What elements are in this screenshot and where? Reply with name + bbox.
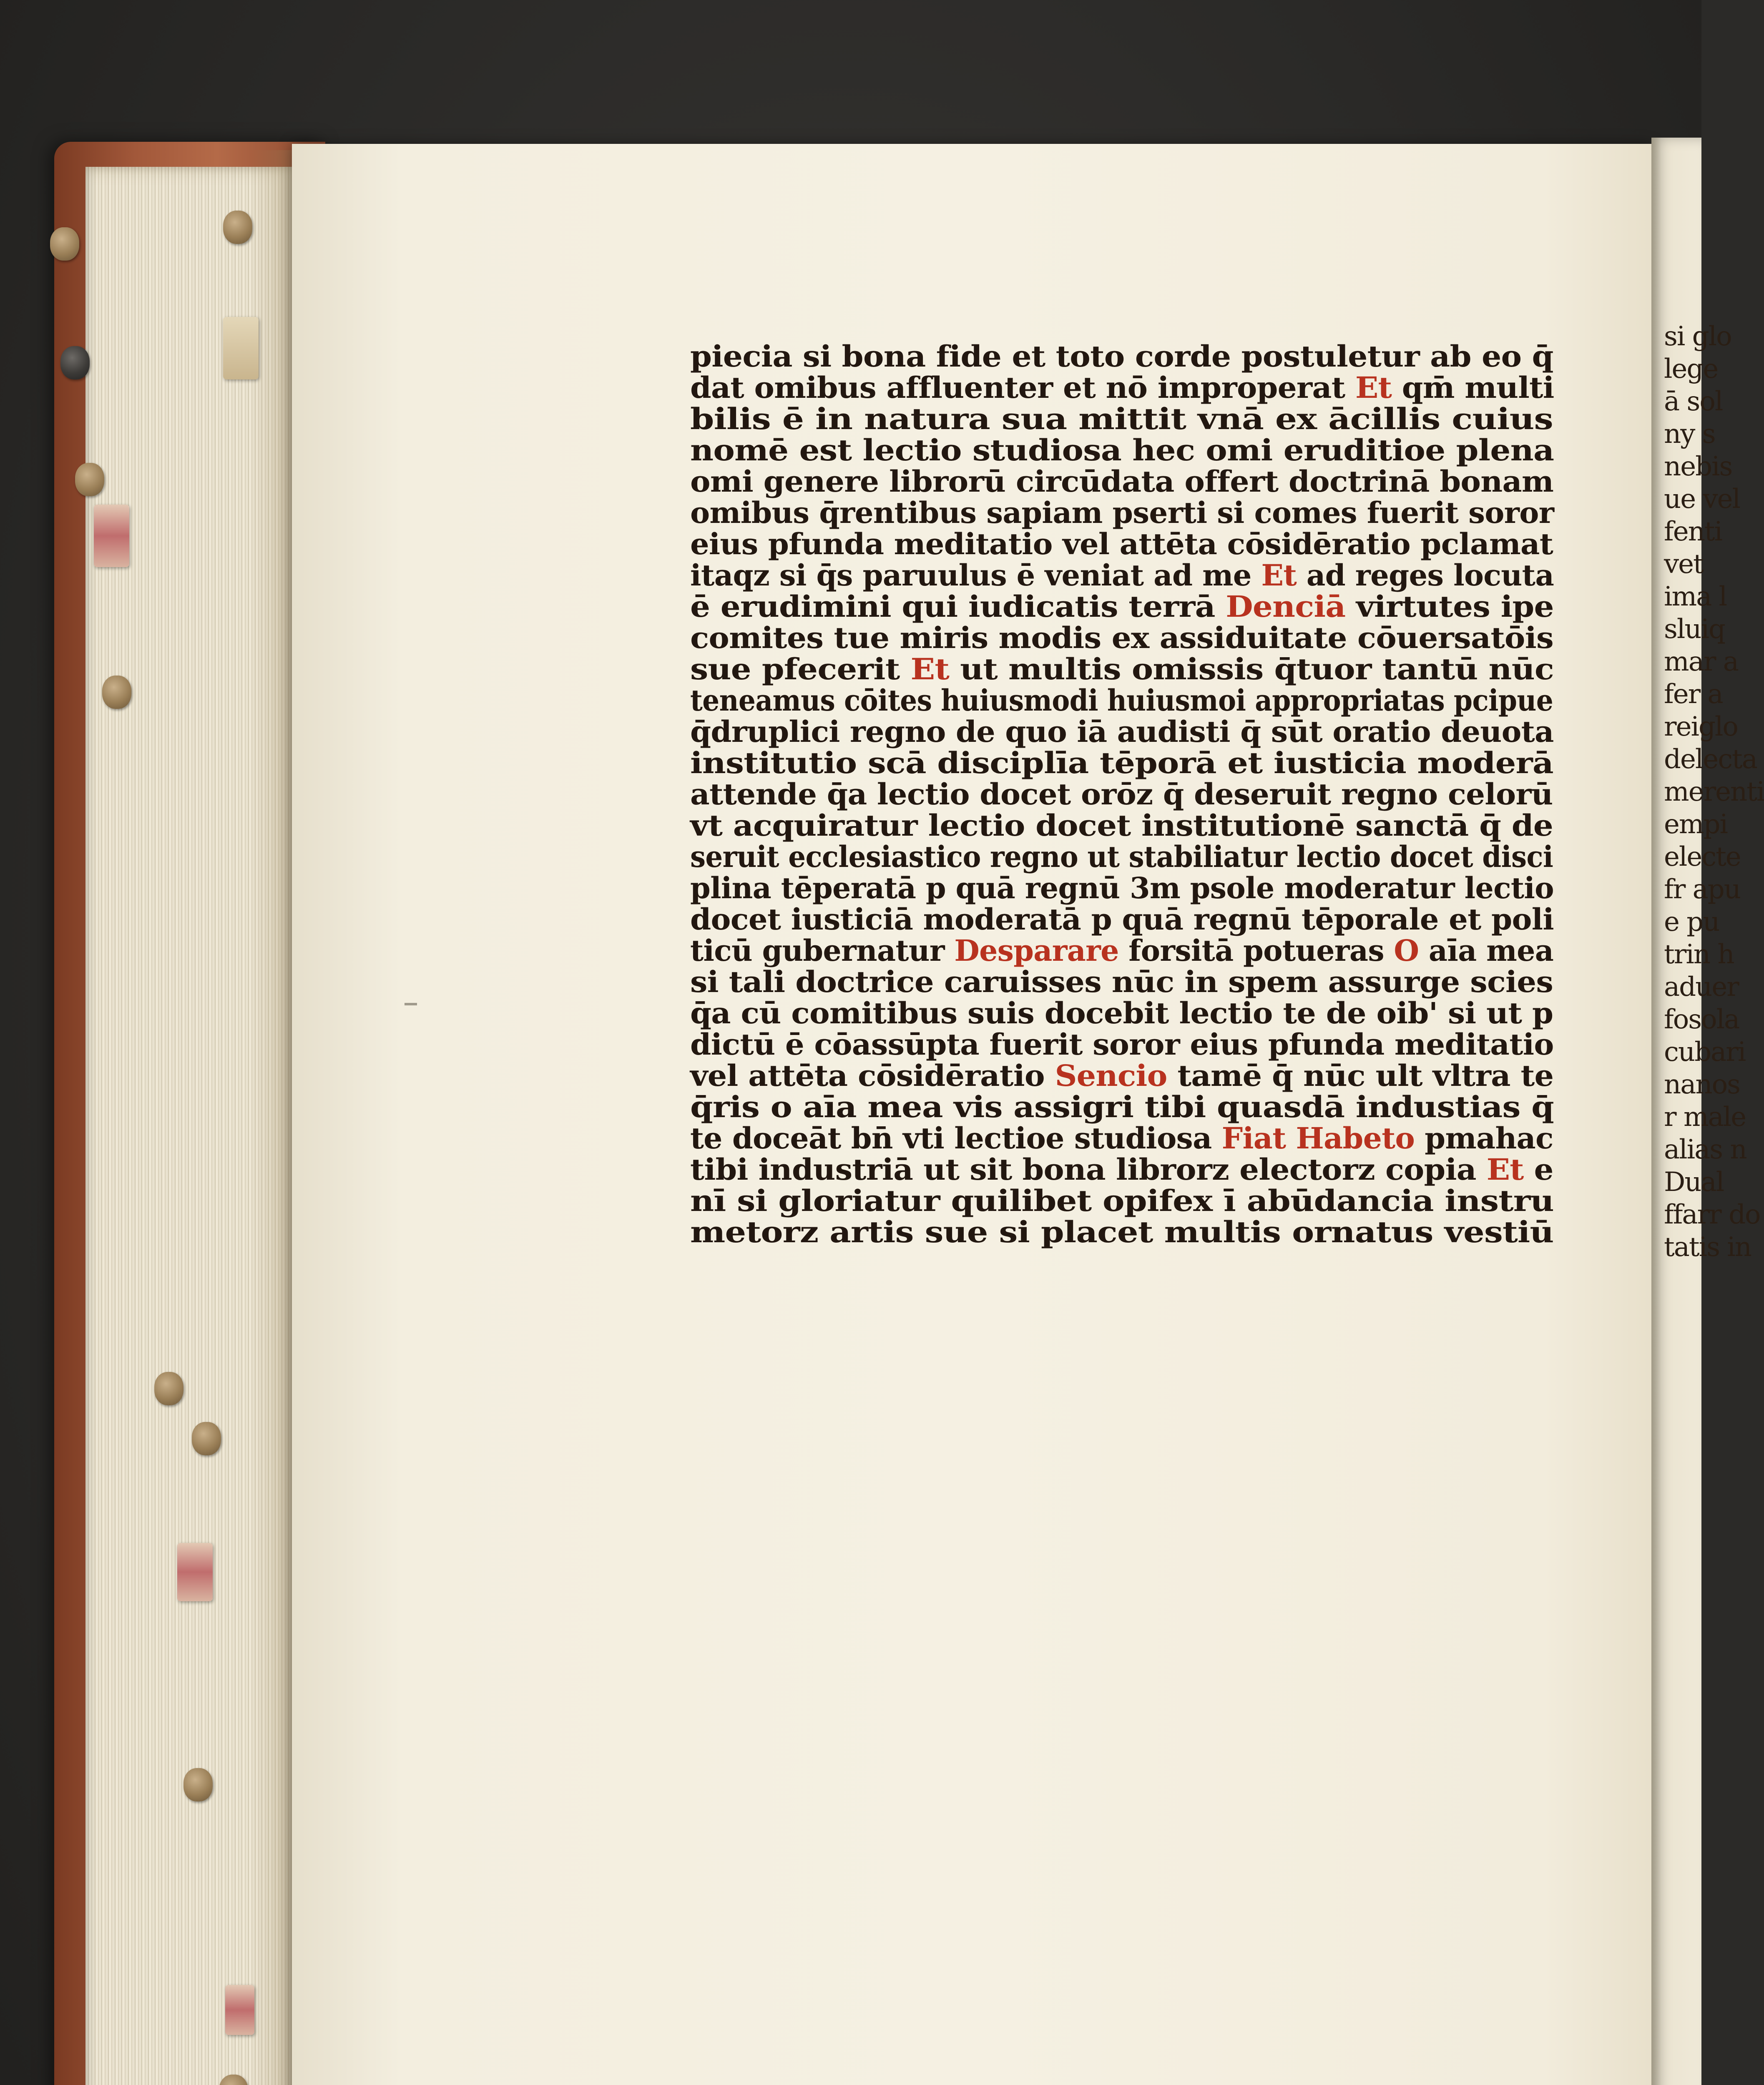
- facing-page-line: lege: [1664, 354, 1718, 384]
- word: terrā: [1128, 589, 1226, 624]
- page-tab-red[interactable]: [177, 1543, 213, 1601]
- facing-page-line: vet: [1664, 549, 1703, 580]
- word: librorz: [1116, 1152, 1240, 1187]
- word: ē: [1016, 558, 1045, 593]
- manuscript-line: q̄a cū comitibus suis docebit lectio te de oib' si ut p: [690, 996, 1553, 1031]
- facing-page-line: tatis in: [1664, 1232, 1751, 1263]
- manuscript-line: [690, 1153, 1553, 1186]
- manuscript-line: [690, 1059, 1553, 1092]
- manuscript-line: metorz artis sue si placet multis ornatus vestiū: [690, 1215, 1554, 1250]
- rubricated-word: Denciā: [1226, 589, 1356, 624]
- word: et: [1063, 370, 1106, 405]
- facing-page-line: nanos: [1664, 1069, 1740, 1100]
- word: qui: [902, 589, 968, 624]
- word: si: [779, 558, 817, 593]
- word: vel: [690, 1058, 749, 1093]
- manuscript-line: teneamus cōites huiusmodi huiusmoi appropriatas pcipue: [690, 683, 1553, 718]
- facing-page-line: empi: [1664, 809, 1727, 840]
- rubricated-word: Habeto: [1296, 1121, 1425, 1156]
- word: ad: [1153, 558, 1203, 593]
- manuscript-line: [690, 934, 1553, 967]
- rubricated-word: O: [1394, 933, 1429, 968]
- facing-page-line: ā sol: [1664, 386, 1723, 417]
- word: attēta: [748, 1058, 858, 1093]
- manuscript-line: bilis ē in natura sua mittit vnā ex ācillis cuius: [690, 402, 1553, 437]
- facing-page-line: mar a: [1664, 646, 1738, 677]
- word: pfecerit: [761, 652, 911, 687]
- rubricated-word: Et: [1261, 558, 1307, 593]
- manuscript-line: omibus q̄rentibus sapiam pserti si comes fuerit soror: [690, 495, 1554, 530]
- manuscript-line: [690, 371, 1554, 404]
- word: tibi: [690, 1152, 759, 1187]
- word: sit: [970, 1152, 1023, 1187]
- word: studiosa: [1074, 1121, 1222, 1156]
- word: q̄: [1272, 1058, 1304, 1093]
- word: ticū: [690, 933, 762, 968]
- facing-page-line: e pu: [1664, 907, 1719, 937]
- manuscript-line: eius pfunda meditatio vel attēta cōsidēratio pclamat: [690, 527, 1553, 562]
- facing-page-edge: [1651, 138, 1764, 2085]
- word: qm̄: [1402, 370, 1465, 405]
- manuscript-line: attende q̄a lectio docet orōz q̄ deseruit regno celorū: [690, 777, 1553, 812]
- word: iudicatis: [968, 589, 1129, 624]
- word: mea: [1486, 933, 1554, 968]
- facing-page-line: nebis: [1664, 451, 1732, 482]
- word: tantū: [1382, 652, 1489, 687]
- margin-mark: [405, 1003, 417, 1005]
- manuscript-line: vt acquiratur lectio docet institutionē sanctā q̄ de: [690, 808, 1553, 843]
- manuscript-line: nomē est lectio studiosa hec omi eruditioe plena: [690, 433, 1554, 468]
- word: multis: [1008, 652, 1132, 687]
- word: ult: [1375, 1058, 1433, 1093]
- word: multi: [1465, 370, 1554, 405]
- facing-page-line: fer a: [1664, 679, 1723, 710]
- word: sue: [690, 652, 762, 687]
- facing-page-line: r male: [1664, 1102, 1746, 1133]
- word: itaqz: [690, 558, 779, 593]
- facing-page-line: alias n: [1664, 1134, 1746, 1165]
- word: lectioe: [954, 1121, 1074, 1156]
- word: affluenter: [886, 370, 1063, 405]
- word: gubernatur: [762, 933, 955, 968]
- facing-page-line: aduer: [1664, 972, 1739, 1002]
- word: te: [690, 1121, 732, 1156]
- word: locuta: [1453, 558, 1554, 593]
- manuscript-line: seruit ecclesiastico regno ut stabiliatur lectio docet disci: [690, 839, 1553, 874]
- word: vti: [902, 1121, 955, 1156]
- word: bona: [1022, 1152, 1116, 1187]
- facing-page-line: ima l: [1664, 581, 1727, 612]
- manuscript-line: q̄druplici regno de quo iā audisti q̄ sūt oratio deuota: [690, 714, 1554, 749]
- facing-page-line: merenti: [1664, 776, 1764, 807]
- page-tab[interactable]: [223, 317, 259, 379]
- manuscript-line: [690, 1122, 1553, 1155]
- word: electorz: [1239, 1152, 1385, 1187]
- manuscript-line: [690, 590, 1554, 623]
- rubricated-word: Et: [910, 652, 960, 687]
- facing-page-line: Dual: [1664, 1167, 1724, 1198]
- word: doceāt: [732, 1121, 851, 1156]
- manuscript-line: institutio scā disciplīa tēporā et iusticia moderā: [690, 746, 1553, 781]
- facing-page-line: electe: [1664, 842, 1741, 872]
- word: reges: [1355, 558, 1454, 593]
- word: q̄s: [816, 558, 863, 593]
- word: ipe: [1500, 589, 1554, 624]
- word: copia: [1385, 1152, 1487, 1187]
- word: omibus: [754, 370, 887, 405]
- rubricated-word: Et: [1486, 1152, 1534, 1187]
- manuscript-line: nī si gloriatur quilibet opifex ī abūdancia instru: [690, 1183, 1554, 1218]
- manuscript-line: docet iusticiā moderatā p quā regnū tēporale et poli: [690, 902, 1554, 937]
- rubricated-word: Sencio: [1055, 1058, 1178, 1093]
- word: e: [1534, 1152, 1553, 1187]
- facing-page-line: reiglo: [1664, 711, 1738, 742]
- manuscript-line: omi genere librorū circūdata offert doctrinā bonam: [690, 464, 1554, 499]
- manuscript-line: [690, 559, 1554, 592]
- word: nō: [1106, 370, 1158, 405]
- word: me: [1202, 558, 1261, 593]
- manuscript-line: dictū ē cōassūpta fuerit soror eius pfunda meditatio: [690, 1027, 1554, 1062]
- sewing-knot: [75, 463, 104, 496]
- sewing-knot: [223, 211, 252, 244]
- word: bn̄: [851, 1121, 903, 1156]
- rubricated-word: Et: [1355, 370, 1402, 405]
- facing-page-line: cubari: [1664, 1037, 1746, 1068]
- word: omissis: [1131, 652, 1274, 687]
- sewing-knot: [192, 1422, 221, 1455]
- facing-page-line: si glo: [1664, 321, 1731, 352]
- facing-page-line: delecta: [1664, 744, 1757, 775]
- rubricated-word: Fiat: [1221, 1121, 1296, 1156]
- word: paruulus: [862, 558, 1017, 593]
- facing-page-line: ffarr do: [1664, 1199, 1760, 1230]
- manuscript-text-block: [690, 334, 1587, 1251]
- word: ad: [1306, 558, 1355, 593]
- word: ut: [960, 652, 1008, 687]
- word: q̄tuor: [1274, 652, 1382, 687]
- manuscript-line: comites tue miris modis ex assiduitate cōuersatōis: [690, 620, 1554, 656]
- manuscript-line: piecia si bona fide et toto corde postuletur ab eo q̄: [690, 339, 1553, 374]
- facing-page-line: fosola: [1664, 1004, 1739, 1035]
- sewing-knot: [50, 227, 79, 261]
- word: erudimini: [720, 589, 902, 624]
- word: aīa: [1428, 933, 1487, 968]
- word: improperat: [1157, 370, 1355, 405]
- word: tamē: [1177, 1058, 1272, 1093]
- word: dat: [690, 370, 754, 405]
- manuscript-line: [690, 653, 1554, 686]
- facing-page-line: sluiq: [1664, 614, 1725, 645]
- word: ut: [923, 1152, 970, 1187]
- facing-page-line: ny s: [1664, 419, 1715, 450]
- word: nūc: [1488, 652, 1554, 687]
- word: pmahac: [1425, 1121, 1553, 1156]
- word: te: [1520, 1058, 1554, 1093]
- word: industriā: [758, 1152, 924, 1187]
- sewing-knot: [183, 1768, 213, 1801]
- facing-page-line: fr apu: [1664, 874, 1740, 905]
- manuscript-line: si tali doctrice caruisses nūc in spem assurge scies: [690, 965, 1553, 1000]
- facing-page-line: ue vel: [1664, 484, 1740, 515]
- facing-page-line: trin h: [1664, 939, 1734, 970]
- page-tab-red[interactable]: [225, 1985, 254, 2035]
- word: nūc: [1303, 1058, 1376, 1093]
- word: veniat: [1045, 558, 1154, 593]
- word: potueras: [1243, 933, 1394, 968]
- sewing-knot: [102, 676, 131, 709]
- sewing-knot: [60, 346, 90, 379]
- word: vltra: [1432, 1058, 1521, 1093]
- page-tab-red[interactable]: [94, 505, 129, 567]
- word: cōsidēratio: [858, 1058, 1055, 1093]
- sewing-knot: [154, 1372, 183, 1405]
- word: virtutes: [1356, 589, 1501, 624]
- facing-page-line: fenti: [1664, 516, 1722, 547]
- word: forsitā: [1128, 933, 1244, 968]
- rubricated-word: Desparare: [954, 933, 1129, 968]
- manuscript-line: q̄ris o aīa mea vis assigri tibi quasdā industias q̄: [690, 1090, 1554, 1125]
- word: ē: [690, 589, 721, 624]
- manuscript-line: plina tēperatā p quā regnū 3m psole moderatur lectio: [690, 871, 1554, 906]
